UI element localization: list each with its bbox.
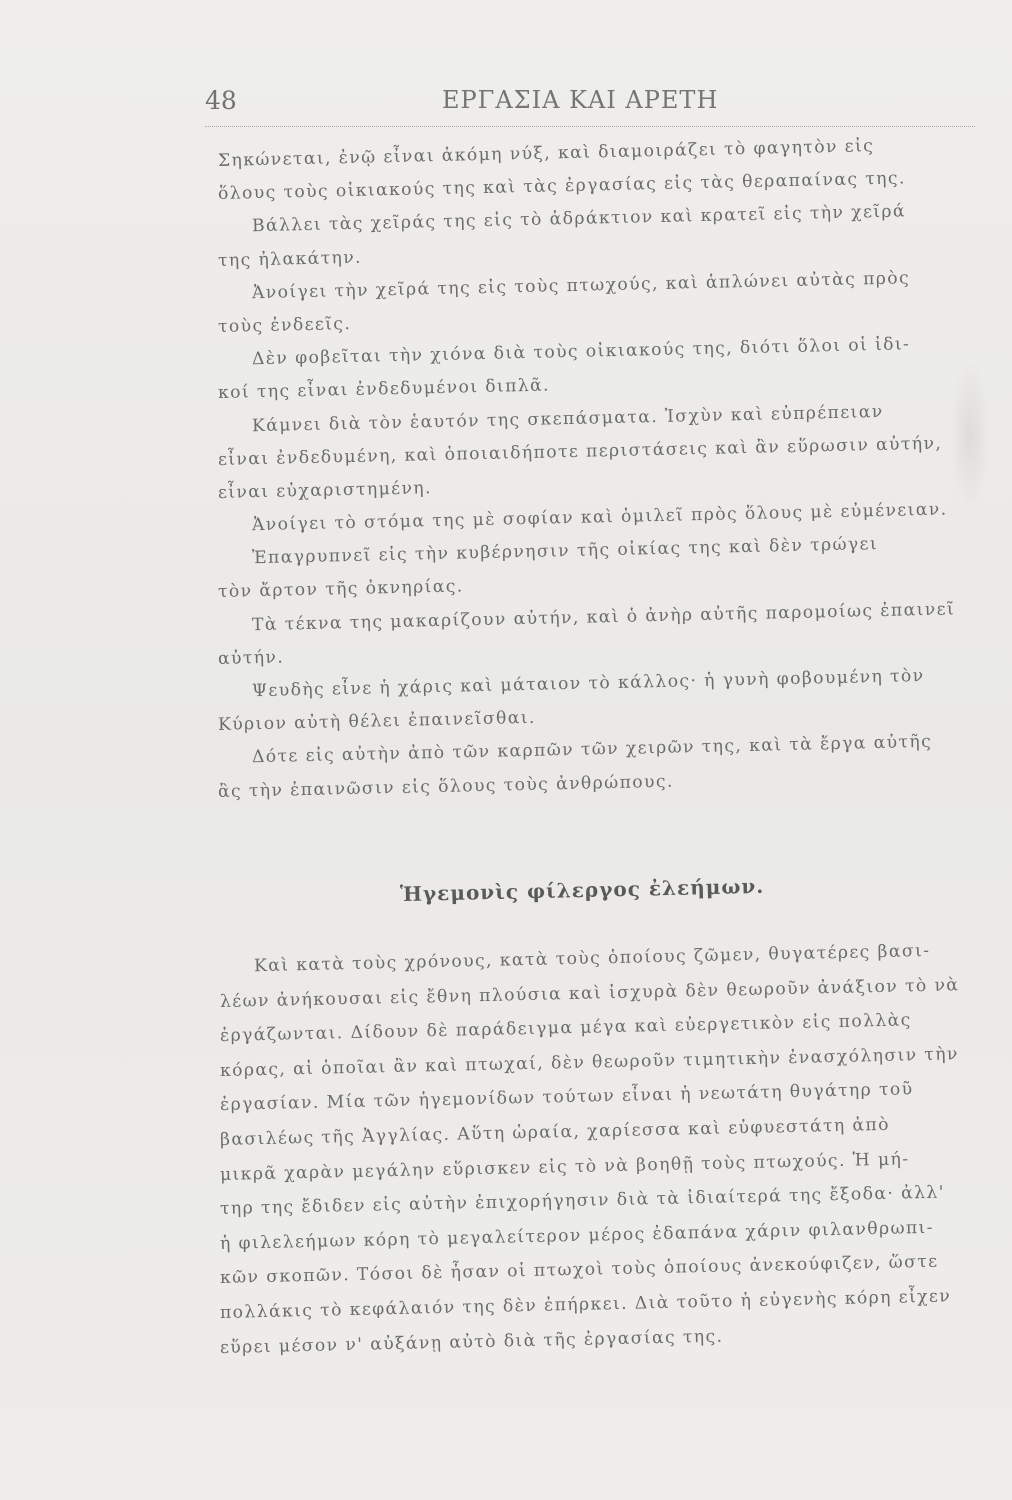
text-line: Καὶ κατὰ τοὺς χρόνους, κατὰ τοὺς ὁποίους ζῶμεν, θυγατέρες βασι-	[253, 940, 931, 977]
page-number: 48	[205, 86, 237, 115]
text-line: ἂς τὴν ἐπαινῶσιν εἰς ὅλους τοὺς ἀνθρώπους.	[217, 771, 674, 802]
text-line: τοὺς ἐνδεεῖς.	[217, 313, 352, 337]
text-line: ὅλους τοὺς οἰκιακούς της καὶ τὰς ἐργασίας εἰς τὰς θεραπαίνας της.	[217, 168, 906, 205]
text-line: Κάμνει διὰ τὸν ἑαυτόν της σκεπάσματα. Ἰσχὺν καὶ εὐπρέπειαν	[251, 401, 884, 436]
text-line: κοί της εἶναι ἐνδεδυμένοι διπλᾶ.	[217, 375, 551, 404]
page-header	[205, 86, 975, 127]
text-line: Βάλλει τὰς χεῖράς της εἰς τὸ ἀδράκτιον καὶ κρατεῖ εἰς τὴν χεῖρά	[251, 201, 907, 237]
text-line: τὸν ἄρτον τῆς ὀκνηρίας.	[217, 576, 464, 603]
text-line: κῶν σκοπῶν. Τόσοι δὲ ἦσαν οἱ πτωχοὶ τοὺς ὁποίους ἀνεκούφιζεν, ὥστε	[219, 1252, 939, 1289]
text-line: Σηκώνεται, ἐνῷ εἶναι ἀκόμη νύξ, καὶ διαμοιράζει τὸ φαγητὸν εἰς	[217, 136, 875, 171]
text-line: Ἀνοίγει τὸ στόμα της μὲ σοφίαν καὶ ὁμιλεῖ πρὸς ὅλους μὲ εὐμένειαν.	[251, 499, 948, 536]
text-line: εὕρει μέσον ν' αὐξάνῃ αὐτὸ διὰ τῆς ἐργασίας της.	[219, 1326, 724, 1358]
text-line: λέων ἀνήκουσαι εἰς ἔθνη πλούσια καὶ ἰσχυρὰ δὲν θεωροῦν ἀνάξιον τὸ νὰ	[219, 974, 960, 1012]
text-line: ἡ φιλελεήμων κόρη τὸ μεγαλείτερον μέρος ἐδαπάνα χάριν φιλανθρωπι-	[219, 1217, 935, 1254]
section-heading: Ἡγεμονὶς φίλεργος ἐλεήμων.	[399, 873, 765, 907]
text-line: κόρας, αἱ ὁποῖαι ἂν καὶ πτωχαί, δὲν θεωροῦν τιμητικὴν ἐνασχόλησιν τὴν	[219, 1044, 959, 1081]
text-line: εἶναι ἐνδεδυμένη, καὶ ὁποιαιδήποτε περιστάσεις καὶ ἂν εὕρωσιν αὐτήν,	[217, 433, 943, 470]
text-line: αὐτήν.	[217, 647, 285, 669]
proverbs-passage	[217, 136, 978, 809]
text-line: Ἐπαγρυπνεῖ εἰς τὴν κυβέρνησιν τῆς οἰκίας της καὶ δὲν τρώγει	[251, 534, 879, 569]
text-line: μικρᾶ χαρὰν μεγάλην εὕρισκεν εἰς τὸ νὰ βοηθῇ τοὺς πτωχούς. Ἡ μή-	[219, 1148, 910, 1185]
text-line: βασιλέως τῆς Ἀγγλίας. Αὕτη ὡραία, χαρίεσσα καὶ εὐφυεστάτη ἀπὸ	[219, 1114, 891, 1150]
text-line: Ψευδὴς εἶνε ἡ χάρις καὶ μάταιον τὸ κάλλος· ἡ γυνὴ φοβουμένη τὸν	[251, 665, 925, 702]
text-line: Ἀνοίγει τὴν χεῖρά της εἰς τοὺς πτωχούς, καὶ ἁπλώνει αὐτὰς πρὸς	[251, 268, 911, 303]
text-line: Δότε εἰς αὐτὴν ἀπὸ τῶν καρπῶν τῶν χειρῶν της, καὶ τὰ ἔργα αὐτῆς	[251, 732, 933, 768]
text-line: πολλάκις τὸ κεφάλαιόν της δὲν ἐπήρκει. Διὰ τοῦτο ἡ εὐγενὴς κόρη εἶχεν	[219, 1286, 952, 1323]
text-line: ἐργασίαν. Μία τῶν ἡγεμονίδων τούτων εἶναι ἡ νεωτάτη θυγάτηρ τοῦ	[219, 1079, 914, 1116]
text-line: εἶναι εὐχαριστημένη.	[217, 478, 433, 503]
text-line: Τὰ τέκνα της μακαρίζουν αὐτήν, καὶ ὁ ἀνὴρ αὐτῆς παρομοίως ἐπαινεῖ	[251, 598, 956, 635]
text-line: Δὲν φοβεῖται τὴν χιόνα διὰ τοὺς οἰκιακούς της, διότι ὅλοι οἱ ἰδι-	[251, 334, 911, 370]
running-title: ΕΡΓΑΣΙΑ ΚΑΙ ΑΡΕΤΗ	[442, 86, 719, 114]
text-line: ἐργάζωνται. Δίδουν δὲ παράδειγμα μέγα καὶ εὐεργετικὸν εἰς πολλὰς	[219, 1010, 912, 1047]
text-line: της ἠλακάτην.	[217, 247, 363, 271]
text-line: τηρ της ἔδιδεν εἰς αὐτὴν ἐπιχορήγησιν διὰ τὰ ἰδιαίτερά της ἔξοδα· ἀλλ'	[219, 1182, 946, 1220]
text-line: Κύριον αὐτὴ θέλει ἐπαινεῖσθαι.	[217, 707, 536, 736]
section-body	[219, 940, 980, 1365]
